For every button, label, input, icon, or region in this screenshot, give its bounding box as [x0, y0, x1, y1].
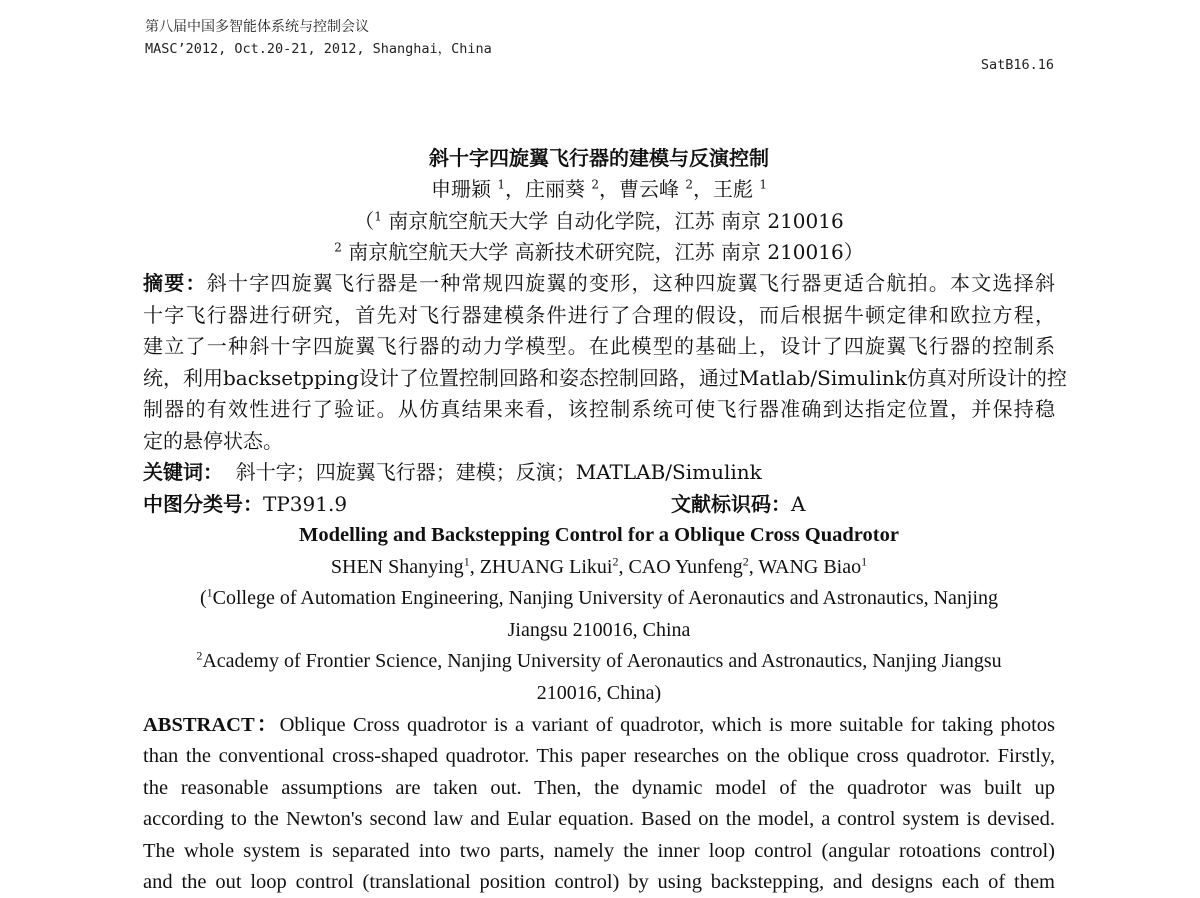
author-cn: 申珊颖 — [431, 177, 491, 201]
abstract-en-line: according to the Newton's second law and Eular equation. Based on the model, a control system is devised. — [143, 808, 1055, 830]
affiliation-cn-1: （$^1$ 南京航空航天大学 自动化学院，江苏 南京 210016 — [354, 209, 844, 233]
clc-value: TP391.9 — [263, 492, 348, 516]
conference-name-cn: 第八届中国多智能体系统与控制会议 — [145, 19, 369, 35]
conference-name-en: MASC’2012, Oct.20-21, 2012, Shanghai，China — [145, 41, 492, 57]
abstract-cn-line: 统，利用backsetpping设计了位置控制回路和姿态控制回路，通过Matlab/Simulink仿真对所设计的控 — [143, 366, 1067, 390]
clc-label: 中图分类号： — [143, 492, 263, 516]
author-cn: 庄丽葵 — [525, 177, 585, 201]
abstract-en-line: ABSTRACT：Oblique Cross quadrotor is a variant of quadrotor, which is more suitable for taking photos — [143, 714, 1056, 736]
abstract-en-label: ABSTRACT： — [143, 714, 280, 736]
authors-en: SHEN Shanying$^1$, ZHUANG Likui$^2$, CAO Yunfeng$^2$, WANG Biao$^1$ — [330, 554, 868, 578]
abstract-cn-line: 建立了一种斜十字四旋翼飞行器的动力学模型。在此模型的基础上，设计了四旋翼飞行器的控制系 — [143, 334, 1055, 358]
author-cn: 王彪 — [713, 177, 753, 201]
abstract-en-line: and the out loop control (translational position control) by using backstepping, and designs each of them — [143, 871, 1055, 893]
paper-code: SatB16.16 — [980, 57, 1054, 73]
doc-code-label: 文献标识码： — [671, 492, 791, 516]
keywords-label: 关键词： — [143, 460, 223, 484]
title-en: Modelling and Backstepping Control for a Oblique Cross Quadrotor — [299, 524, 899, 546]
classification-line — [143, 489, 1055, 520]
abstract-en-line: the reasonable assumptions are taken out. Then, the dynamic model of the quadrotor was built up — [143, 777, 1055, 799]
authors-cn: 申珊颖 $^1$，庄丽葵 $^2$，曹云峰 $^2$，王彪 $^1$ — [431, 177, 767, 201]
abstract-en-line: than the conventional cross-shaped quadrotor. This paper researches on the oblique cross quadrotor. Firstly, — [143, 745, 1055, 767]
title-cn: 斜十字四旋翼飞行器的建模与反演控制 — [429, 146, 769, 170]
abstract-cn-line: 定的悬停状态。 — [143, 429, 283, 453]
abstract-cn-label: 摘要： — [143, 271, 207, 295]
keywords-cn: 关键词： 斜十字；四旋翼飞行器；建模；反演；MATLAB/Simulink — [143, 460, 762, 484]
affiliation-cn-2: $^2$ 南京航空航天大学 高新技术研究院，江苏 南京 210016） — [334, 240, 864, 264]
abstract-cn-line: 摘要：斜十字四旋翼飞行器是一种常规四旋翼的变形，这种四旋翼飞行器更适合航拍。本文选择斜 — [143, 271, 1056, 295]
abstract-cn-line: 十字飞行器进行研究，首先对飞行器建模条件进行了合理的假设，而后根据牛顿定律和欧拉方程， — [143, 303, 1055, 327]
abstract-en-line: The whole system is separated into two parts, namely the inner loop control (angular rotoations control) — [143, 840, 1055, 862]
author-cn: 曹云峰 — [619, 177, 679, 201]
abstract-cn-line: 制器的有效性进行了验证。从仿真结果来看，该控制系统可使飞行器准确到达指定位置，并保持稳 — [143, 397, 1055, 421]
doc-code-value: A — [791, 492, 806, 516]
